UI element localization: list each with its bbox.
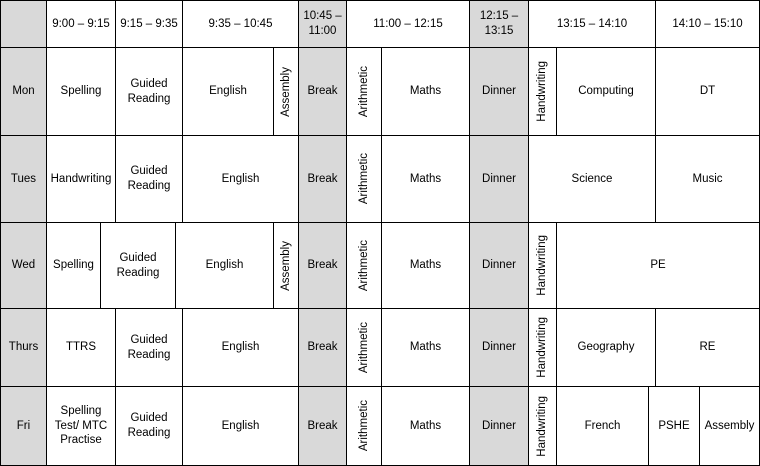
day-label-tues: Tues <box>0 135 47 223</box>
lesson-guided-reading: Guided Reading <box>115 135 183 223</box>
lesson-arithmetic: Arithmetic <box>346 386 382 466</box>
lesson-computing: Computing <box>556 47 656 136</box>
day-label-thurs: Thurs <box>0 308 47 387</box>
lesson-pshe: PSHE <box>648 386 700 466</box>
header-slot-1315: 13:15 – 14:10 <box>528 0 656 48</box>
lesson-break: Break <box>298 308 347 387</box>
lesson-dinner: Dinner <box>469 222 529 309</box>
lesson-maths: Maths <box>381 47 470 136</box>
lesson-english: English <box>175 222 274 309</box>
header-slot-1410: 14:10 – 15:10 <box>655 0 760 48</box>
header-slot-1100: 11:00 – 12:15 <box>346 0 470 48</box>
lesson-dinner: Dinner <box>469 386 529 466</box>
lesson-handwriting: Handwriting <box>528 308 557 387</box>
lesson-french: French <box>556 386 649 466</box>
lesson-dinner: Dinner <box>469 135 529 223</box>
day-label-fri: Fri <box>0 386 47 466</box>
lesson-maths: Maths <box>381 135 470 223</box>
lesson-guided-reading: Guided Reading <box>115 47 183 136</box>
lesson-break: Break <box>298 222 347 309</box>
lesson-dinner: Dinner <box>469 47 529 136</box>
lesson-break: Break <box>298 386 347 466</box>
lesson-english: English <box>182 135 299 223</box>
lesson-arithmetic: Arithmetic <box>346 308 382 387</box>
lesson-english: English <box>182 386 299 466</box>
header-slot-1215: 12:15 – 13:15 <box>469 0 529 48</box>
lesson-break: Break <box>298 135 347 223</box>
lesson-assembly: Assembly <box>273 47 299 136</box>
lesson-english: English <box>182 308 299 387</box>
lesson-handwriting: Handwriting <box>46 135 116 223</box>
lesson-dt: DT <box>655 47 760 136</box>
header-slot-0935: 9:35 – 10:45 <box>182 0 299 48</box>
lesson-assembly: Assembly <box>699 386 760 466</box>
day-label-mon: Mon <box>0 47 47 136</box>
lesson-arithmetic: Arithmetic <box>346 135 382 223</box>
lesson-dinner: Dinner <box>469 308 529 387</box>
lesson-spelling-test-mtc: Spelling Test/ MTC Practise <box>46 386 116 466</box>
lesson-handwriting: Handwriting <box>528 47 557 136</box>
lesson-english: English <box>182 47 274 136</box>
header-slot-1045: 10:45 – 11:00 <box>298 0 347 48</box>
header-corner <box>0 0 47 48</box>
lesson-guided-reading: Guided Reading <box>115 386 183 466</box>
lesson-spelling: Spelling <box>46 222 101 309</box>
lesson-guided-reading: Guided Reading <box>115 308 183 387</box>
lesson-assembly: Assembly <box>273 222 299 309</box>
lesson-maths: Maths <box>381 222 470 309</box>
header-slot-0915: 9:15 – 9:35 <box>115 0 183 48</box>
lesson-maths: Maths <box>381 386 470 466</box>
lesson-maths: Maths <box>381 308 470 387</box>
lesson-break: Break <box>298 47 347 136</box>
lesson-handwriting: Handwriting <box>528 222 557 309</box>
lesson-guided-reading: Guided Reading <box>100 222 176 309</box>
lesson-music: Music <box>655 135 760 223</box>
lesson-arithmetic: Arithmetic <box>346 47 382 136</box>
lesson-re: RE <box>655 308 760 387</box>
day-label-wed: Wed <box>0 222 47 309</box>
lesson-handwriting: Handwriting <box>528 386 557 466</box>
lesson-pe: PE <box>556 222 760 309</box>
lesson-ttrs: TTRS <box>46 308 116 387</box>
lesson-science: Science <box>528 135 656 223</box>
lesson-geography: Geography <box>556 308 656 387</box>
lesson-arithmetic: Arithmetic <box>346 222 382 309</box>
lesson-spelling: Spelling <box>46 47 116 136</box>
header-slot-0900: 9:00 – 9:15 <box>46 0 116 48</box>
